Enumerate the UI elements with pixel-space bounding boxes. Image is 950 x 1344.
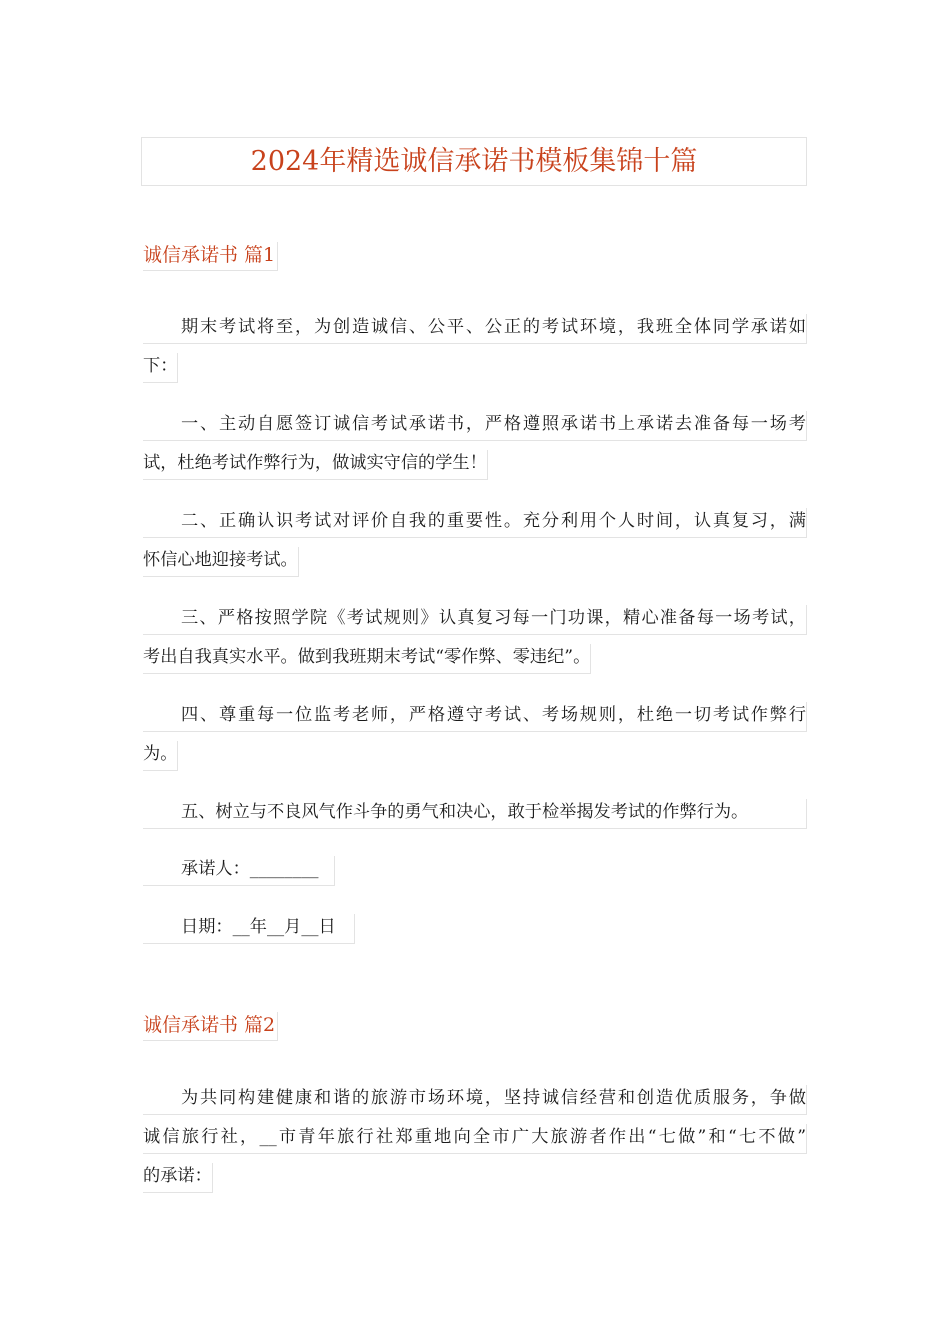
paragraph-line: 四、尊重每一位监考老师，严格遵守考试、考场规则，杜绝一切考试作弊行 — [143, 702, 807, 732]
paragraph-line: 下： — [143, 353, 178, 383]
signature-line: 承诺人：________ — [143, 856, 335, 886]
date-line: 日期：__年__月__日 — [143, 914, 355, 944]
paragraph-line: 五、树立与不良风气作斗争的勇气和决心，敢于检举揭发考试的作弊行为。 — [143, 799, 807, 829]
paragraph-line: 三、严格按照学院《考试规则》认真复习每一门功课，精心准备每一场考试， — [143, 605, 807, 635]
document-title: 2024年精选诚信承诺书模板集锦十篇 — [250, 146, 698, 177]
paragraph-line: 诚信旅行社，__市青年旅行社郑重地向全市广大旅游者作出“七做”和“七不做” — [143, 1124, 807, 1154]
paragraph-line: 一、主动自愿签订诚信考试承诺书，严格遵照承诺书上承诺去准备每一场考 — [143, 411, 807, 441]
paragraph-line: 期末考试将至，为创造诚信、公平、公正的考试环境，我班全体同学承诺如 — [143, 314, 807, 344]
paragraph-line: 为共同构建健康和谐的旅游市场环境，坚持诚信经营和创造优质服务，争做 — [143, 1085, 807, 1115]
paragraph-line: 的承诺： — [143, 1163, 213, 1193]
paragraph-line: 考出自我真实水平。做到我班期末考试“零作弊、零违纪”。 — [143, 644, 591, 674]
paragraph-line: 二、正确认识考试对评价自我的重要性。充分利用个人时间，认真复习，满 — [143, 508, 807, 538]
section-heading: 诚信承诺书 篇2 — [143, 1012, 278, 1041]
section-heading: 诚信承诺书 篇1 — [143, 242, 278, 271]
title-box — [141, 137, 807, 186]
paragraph-line: 为。 — [143, 741, 178, 771]
paragraph-line: 试，杜绝考试作弊行为，做诚实守信的学生！ — [143, 450, 488, 480]
paragraph-line: 怀信心地迎接考试。 — [143, 547, 299, 577]
